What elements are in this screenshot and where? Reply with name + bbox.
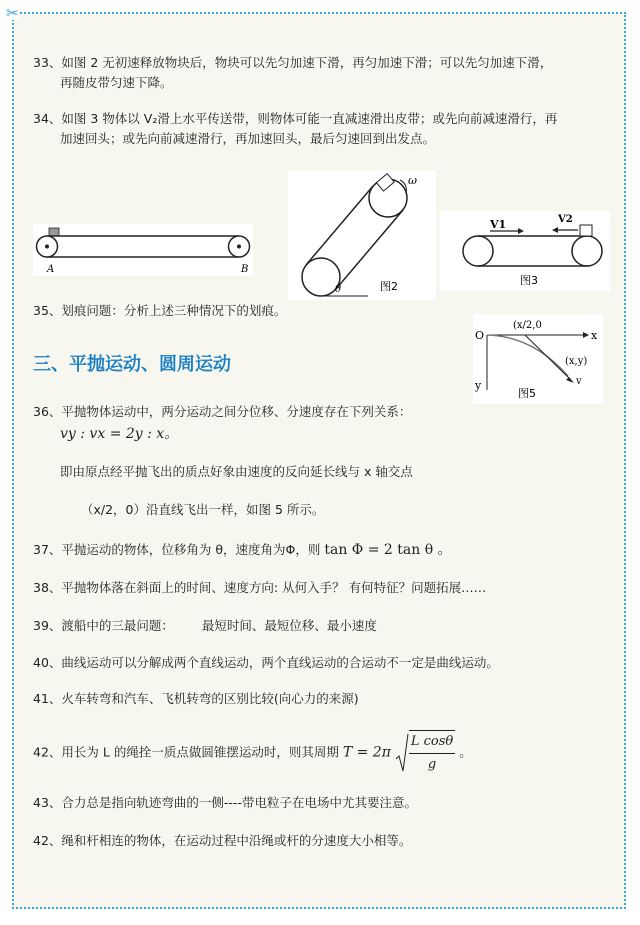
fraction xyxy=(409,730,455,776)
item-40 xyxy=(33,653,611,673)
origin-label: O xyxy=(475,329,485,342)
item-text: 合力总是指向轨迹弯曲的一侧----带电粒子在电场中尤其要注意。 xyxy=(61,795,417,810)
item-number: 40、 xyxy=(33,655,62,670)
item-text: 火车转弯和汽车、飞机转弯的区别比较(向心力的来源) xyxy=(61,691,359,706)
formula-37: tan Φ = 2 tan θ 。 xyxy=(324,542,452,558)
item-34 xyxy=(33,109,611,149)
sqrt-sign-icon xyxy=(395,733,409,773)
item-text: 平抛物体运动中，两分运动之间分位移、分速度存在下列关系： xyxy=(61,404,412,419)
item-number: 33、 xyxy=(33,55,62,70)
item-number: 43、 xyxy=(33,795,62,810)
figure-5 xyxy=(473,314,603,404)
item-text-cont: 即由原点经平抛飞出的质点好象由速度的反向延长线与 x 轴交点 xyxy=(60,464,413,479)
formula-36: vy : vx = 2y : x。 xyxy=(60,426,179,442)
fraction-denominator: g xyxy=(427,757,437,772)
item-text-cont: （x/2，0）沿直线飞出一样，如图 5 所示。 xyxy=(81,502,325,517)
scissors-icon: ✂ xyxy=(6,4,19,22)
item-text-2: 最短时间、最短位移、最小速度 xyxy=(201,618,377,633)
item-33 xyxy=(33,53,611,93)
belt-figure xyxy=(33,224,253,276)
theta-label: θ xyxy=(335,284,342,295)
item-number: 35、 xyxy=(33,303,62,318)
item-text: 用长为 L 的绳拴一质点做圆锥摆运动时，则其周期 xyxy=(61,744,339,760)
item-number: 36、 xyxy=(33,404,62,419)
item-number: 37、 xyxy=(33,542,62,557)
item-text: 平抛运动的物体，位移角为 θ，速度角为Φ，则 xyxy=(61,542,321,557)
item-text: 如图 3 物体以 V₂滑上水平传送带，则物体可能一直减速滑出皮带；或先向前减速滑行，再 xyxy=(61,111,558,126)
figure-3 xyxy=(440,211,610,291)
item-text: 曲线运动可以分解成两个直线运动，两个直线运动的合运动不一定是曲线运动。 xyxy=(61,655,499,670)
y-axis-label: y xyxy=(475,379,482,392)
v-label: v xyxy=(576,376,582,387)
item-number: 42、 xyxy=(33,833,62,848)
fraction-numerator: L cosθ xyxy=(409,731,455,754)
figure-2 xyxy=(288,170,436,300)
item-number: 42、 xyxy=(33,744,62,760)
fig3-caption: 图3 xyxy=(520,274,538,287)
item-text-cont: 再随皮带匀速下降。 xyxy=(60,75,173,90)
point-half-label: (x/2,0 xyxy=(513,320,542,331)
item-text: 如图 2 无初速释放物块后，物块可以先匀加速下滑，再匀加速下滑；可以先匀加速下滑， xyxy=(61,55,553,70)
item-43 xyxy=(33,793,611,813)
v1-label: V1 xyxy=(490,218,507,231)
v2-label: V2 xyxy=(558,214,573,225)
x-axis-label: x xyxy=(591,329,598,342)
item-36 xyxy=(33,402,611,520)
item-42-rope xyxy=(33,831,611,851)
fig2-caption: 图2 xyxy=(380,280,398,293)
label-b: B xyxy=(241,264,249,275)
item-number: 41、 xyxy=(33,691,62,706)
item-text-cont: 加速回头；或先向前减速滑行，再加速回头，最后匀速回到出发点。 xyxy=(60,131,436,146)
item-41 xyxy=(33,689,611,709)
item-number: 38、 xyxy=(33,580,62,595)
item-number: 39、 xyxy=(33,618,62,633)
item-text: 划痕问题：分析上述三种情况下的划痕。 xyxy=(61,303,287,318)
label-a: A xyxy=(47,264,55,275)
item-tail: 。 xyxy=(459,744,472,760)
item-37 xyxy=(33,540,611,560)
fig5-caption: 图5 xyxy=(518,387,536,400)
point-label: (x,y) xyxy=(565,356,588,367)
item-text: 绳和杆相连的物体，在运动过程中沿绳或杆的分速度大小相等。 xyxy=(61,833,412,848)
omega-label: ω xyxy=(408,174,417,187)
formula-lhs: T = 2π xyxy=(342,744,391,761)
item-text: 平抛物体落在斜面上的时间、速度方向: 从何入手？ 有何特征？问题拓展…… xyxy=(61,580,487,595)
item-number: 34、 xyxy=(33,111,62,126)
sqrt-formula xyxy=(395,730,455,776)
item-39 xyxy=(33,616,611,636)
item-text: 渡船中的三最问题： xyxy=(61,618,174,633)
item-38 xyxy=(33,578,611,598)
item-42-pendulum xyxy=(33,730,611,776)
section-heading: 三、平抛运动、圆周运动 xyxy=(33,354,231,375)
